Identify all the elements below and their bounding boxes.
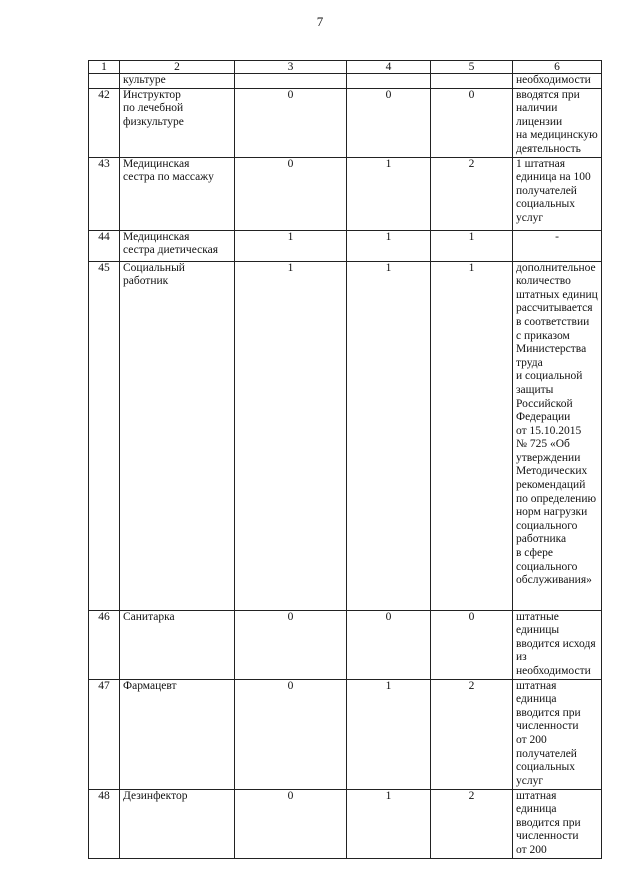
header-cell: 3 (235, 61, 347, 74)
continuation-row (89, 74, 602, 89)
text-line: с приказом (516, 329, 570, 342)
text-line: обслуживания» (516, 574, 592, 587)
value-cell: 0 (235, 610, 347, 679)
text-line: сестра диетическая (123, 244, 219, 257)
table-row (89, 88, 602, 157)
text-line: социальных (516, 761, 575, 774)
value-cell: 2 (431, 679, 513, 789)
text-line: штатные (516, 610, 559, 623)
header-row (89, 61, 602, 74)
text-line: труда (516, 356, 543, 369)
text-line: услуг (516, 211, 544, 224)
note-cell (513, 88, 602, 157)
text-line: от 200 (516, 843, 547, 856)
staffing-table (88, 60, 602, 859)
text-line: по определению (516, 492, 597, 505)
text-line: работник (123, 275, 169, 288)
text-line: сестра по массажу (123, 171, 214, 184)
note-cell (513, 261, 602, 610)
value-cell: 1 (235, 230, 347, 261)
note-cell (513, 230, 602, 261)
position-name-cell (120, 157, 235, 230)
header-cell: 1 (89, 61, 120, 74)
position-name-cell (120, 679, 235, 789)
text-line: штатная единица (516, 679, 557, 706)
text-line: численности (516, 830, 579, 843)
text-line: получателей (516, 184, 577, 197)
value-cell: 1 (431, 261, 513, 610)
position-name-cell (120, 789, 235, 858)
cell-empty (89, 74, 120, 89)
text-line: от 200 (516, 733, 547, 746)
note-cell (513, 679, 602, 789)
row-number-cell: 48 (89, 789, 120, 858)
text-line: Санитарка (123, 610, 175, 623)
position-name-cell (120, 88, 235, 157)
text-line: Медицинская (123, 230, 190, 243)
text-line: вводится при (516, 706, 581, 719)
text-line: дополнительное (516, 261, 596, 274)
table-body (89, 74, 602, 859)
value-cell: 0 (235, 789, 347, 858)
note-cell (513, 610, 602, 679)
header-cell: 6 (513, 61, 602, 74)
value-cell: 1 (347, 789, 431, 858)
value-cell: 1 (235, 261, 347, 610)
text-line: социальных (516, 198, 575, 211)
text-line: норм нагрузки (516, 506, 588, 519)
text-line: 1 штатная (516, 157, 566, 170)
text-line: по лечебной (123, 102, 184, 115)
text-line: от 15.10.2015 (516, 424, 582, 437)
value-cell: 1 (431, 230, 513, 261)
text-line: рекомендаций (516, 479, 586, 492)
value-cell: 1 (347, 157, 431, 230)
value-cell: 0 (431, 610, 513, 679)
text-line: социального (516, 560, 578, 573)
text-line: Методических (516, 465, 588, 478)
value-cell: 1 (347, 679, 431, 789)
table-row (89, 230, 602, 261)
text-line: единица на 100 (516, 171, 591, 184)
table-row (89, 610, 602, 679)
text-line: в сфере (516, 547, 553, 560)
text-line: количество (516, 275, 571, 288)
value-cell: 0 (347, 88, 431, 157)
note-cell (513, 157, 602, 230)
row-number-cell: 42 (89, 88, 120, 157)
note-cell: необходимости (513, 74, 602, 89)
text-line: Инструктор (123, 88, 181, 101)
value-cell: 0 (431, 88, 513, 157)
text-line: единицы (516, 624, 560, 637)
position-name-cell (120, 610, 235, 679)
header-cell: 5 (431, 61, 513, 74)
text-line: и социальной (516, 370, 583, 383)
table-row (89, 261, 602, 610)
text-line: Федерации (516, 411, 571, 424)
text-line: Министерства (516, 343, 587, 356)
note-cell (513, 789, 602, 858)
text-line: социального (516, 519, 578, 532)
row-number-cell: 45 (89, 261, 120, 610)
text-line: получателей (516, 747, 577, 760)
text-line: вводится исходя (516, 637, 596, 650)
text-line: наличии лицензии (516, 102, 563, 128)
text-line: услуг (516, 774, 544, 787)
cell-empty (431, 74, 513, 89)
text-line: Медицинская (123, 157, 190, 170)
position-name-cell (120, 261, 235, 610)
value-cell: 0 (235, 157, 347, 230)
row-number-cell: 44 (89, 230, 120, 261)
row-number-cell: 46 (89, 610, 120, 679)
value-cell: 2 (431, 157, 513, 230)
text-line: - (555, 230, 559, 243)
text-line: Фармацевт (123, 679, 177, 692)
table-row (89, 789, 602, 858)
position-name-cell: культуре (120, 74, 235, 89)
text-line: в соответствии (516, 315, 590, 328)
header-cell: 4 (347, 61, 431, 74)
table-row (89, 157, 602, 230)
row-number-cell: 47 (89, 679, 120, 789)
value-cell: 0 (235, 679, 347, 789)
value-cell: 0 (347, 610, 431, 679)
text-line: утверждении (516, 451, 581, 464)
value-cell: 1 (347, 261, 431, 610)
position-name-cell (120, 230, 235, 261)
page-number: 7 (316, 14, 324, 29)
text-line: численности (516, 720, 579, 733)
text-line: Дезинфектор (123, 789, 188, 802)
text-line: на медицинскую (516, 129, 598, 142)
cell-empty (347, 74, 431, 89)
text-line: из необходимости (516, 651, 591, 677)
text-line: защиты (516, 383, 554, 396)
text-line: № 725 «Об (516, 438, 570, 451)
text-line: деятельность (516, 142, 581, 155)
text-line: штатная единица (516, 789, 557, 816)
text-line: рассчитывается (516, 302, 593, 315)
text-line: вводится при (516, 816, 581, 829)
header-cell: 2 (120, 61, 235, 74)
table-row (89, 679, 602, 789)
text-line: Социальный (123, 261, 185, 274)
value-cell: 0 (235, 88, 347, 157)
text-line: вводятся при (516, 88, 580, 101)
text-line: работника (516, 533, 567, 546)
text-line: физкультуре (123, 115, 184, 128)
value-cell: 1 (347, 230, 431, 261)
text-line: штатных единиц (516, 288, 598, 301)
value-cell: 2 (431, 789, 513, 858)
row-number-cell: 43 (89, 157, 120, 230)
text-line: Российской (516, 397, 573, 410)
cell-empty (235, 74, 347, 89)
